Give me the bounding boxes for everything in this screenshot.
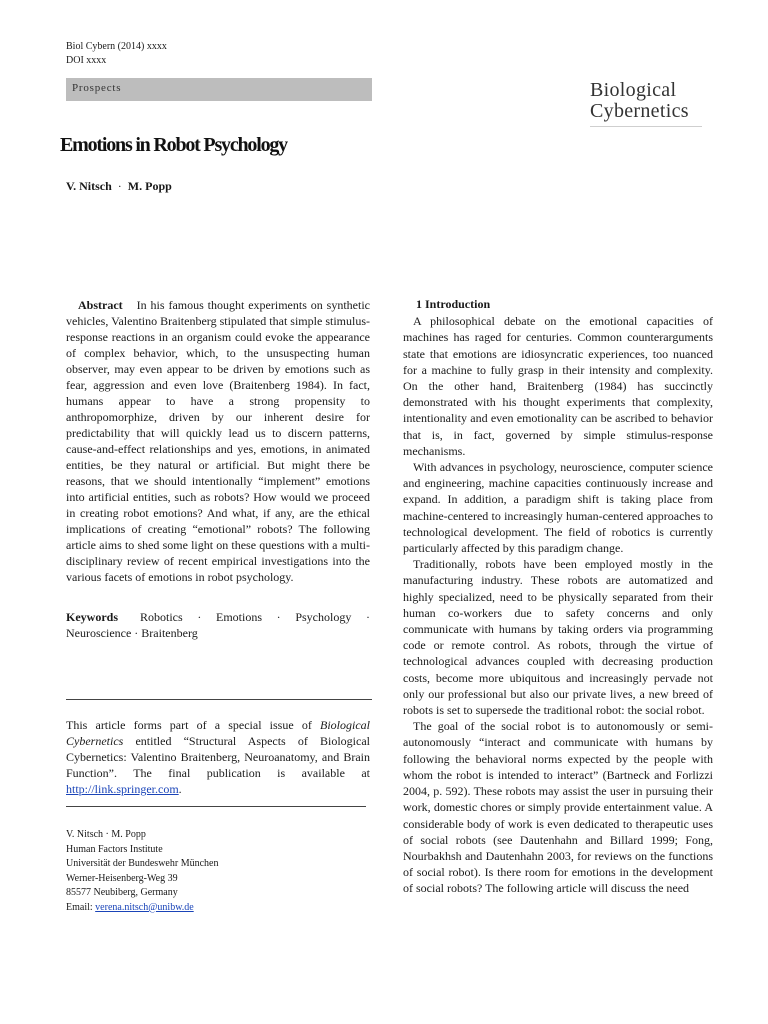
keywords — [66, 609, 370, 641]
author-list — [66, 179, 172, 194]
journal-reference — [66, 40, 167, 68]
intro-paragraph: With advances in psychology, neuroscience, computer science and engineering, machine capacities continuously increase and expand. In addition, a paradigm shift is taking place from machine-centered to increasingly human-centered approaches to technological development. The field of robotics is currently particularly affected by this paradigm change. — [403, 460, 713, 556]
abstract-label: Abstract — [78, 298, 123, 312]
journal-logo-line1: Biological — [590, 79, 677, 101]
special-issue-note — [66, 717, 370, 797]
journal-name: Biological Cybernetics — [66, 718, 370, 748]
special-issue-text: entitled “Structural Aspects of Biological Cybernetics: Valentino Braitenberg, Neuroanatomy, and Brain Function”. The final publication is available at — [66, 734, 370, 780]
affiliation-email-line — [66, 901, 218, 916]
special-issue-text: . — [178, 782, 182, 796]
special-issue-text: This article forms part of a special issue of — [66, 718, 320, 732]
section-label — [66, 78, 372, 101]
abstract-text: In his famous thought experiments on synthetic vehicles, Valentino Braitenberg stipulated that simple stimulus-response reactions in an organism could evoke the appearance of complex behavior, which, to the unsuspecting human observer, may even appear to be driven by emotions such as fear, aggression and even love (Braitenberg 1984). In fact, humans appear to have a strong propensity to anthropomorphize, driven by our inherent desire for predictability that will quickly lead us to discern patterns, cause-and-effect relationships and yes, emotions, in animated entities, be they natural or artificial. But might there be reasons, that we should intentionally “implement” emotions into artificial entities, such as robots? How would we proceed in creating robot emotions? And what, if any, are the ethical implications of creating “emotional” robots? The following article aims to shed some light on these questions with a multi-disciplinary review of recent empirical investigations into the various facets of emotions in robot psychology. — [66, 298, 370, 584]
section-heading: 1 Introduction — [416, 297, 491, 311]
affiliation-university: Universität der Bundeswehr München — [66, 858, 219, 869]
intro-paragraph: Traditionally, robots have been employed mostly in the manufacturing industry. These robots are automatized and highly specialized, need to be physically separated from their human co-workers due to safety concerns and only communicate with humans by taking orders via programming code or remote control. As robots, through the virtue of technological advances coupled with decreasing production costs, become more ubiquitous and increasingly pervade not only our professional but also our private lives, a new breed of robots is set to supersede the traditional robot: the social robot. — [403, 557, 713, 718]
keywords-label: Keywords — [66, 610, 118, 624]
keywords-text: Robotics · Emotions · Psychology · Neuroscience · Braitenberg — [66, 610, 370, 640]
affiliation-divider — [66, 806, 366, 807]
intro-paragraph: A philosophical debate on the emotional capacities of machines has raged for centuries. Common counterarguments state that emotions are idiosyncratic experiences, too nuanced for a machine to fully grasp in their intensity and complexity. On the other hand, Braitenberg (1984) has succinctly demonstrated with his thought experiments that complexity, intentionality and even emotionality can be ascribed to behavior that is, in fact, governed by simple stimulus-response mechanisms. — [403, 314, 713, 458]
doi: DOI xxxx — [66, 55, 107, 66]
email-link[interactable]: verena.nitsch@unibw.de — [95, 901, 194, 913]
journal-logo-line2: Cybernetics — [590, 100, 689, 122]
email-label: Email: — [66, 901, 96, 913]
affiliation-street: Werner-Heisenberg-Weg 39 — [66, 872, 178, 884]
affiliation-city: 85577 Neubiberg, Germany — [66, 887, 178, 898]
journal-logo — [590, 80, 710, 122]
author-affiliation — [66, 828, 218, 915]
logo-divider — [590, 126, 702, 127]
intro-paragraph: The goal of the social robot is to autonomously or semi-autonomously “interact and communicate with humans by following the behavioral norms expected by the people with whom the robot is intended to interact” (Bartneck and Forlizzi 2004, p. 592). These robots may assist the user in pursuing their work, domestic chores or simply provide entertainment value. A considerable body of work is even dedicated to therapeutic uses of social robots (see Dautenhahn and Billard 1999; Fong, Nourbakhsh and Dautenhahn 2003, for reviews on the functions of social robot). Is there room for emotions in the development of social robots? The following article will discuss the need — [403, 719, 713, 896]
footnote-divider — [66, 699, 372, 700]
author-separator: · — [117, 179, 122, 193]
introduction-section — [403, 296, 713, 897]
section-label-text: Prospects — [72, 82, 122, 94]
citation: Biol Cybern (2014) xxxx — [66, 41, 167, 52]
springer-link[interactable]: http://link.springer.com — [66, 782, 179, 796]
affiliation-authors: V. Nitsch · M. Popp — [66, 829, 146, 840]
affiliation-institute: Human Factors Institute — [66, 843, 163, 855]
article-title: Emotions in Robot Psychology — [60, 134, 287, 156]
author-name: V. Nitsch — [66, 179, 112, 193]
author-name: M. Popp — [127, 179, 172, 193]
abstract — [66, 297, 370, 585]
